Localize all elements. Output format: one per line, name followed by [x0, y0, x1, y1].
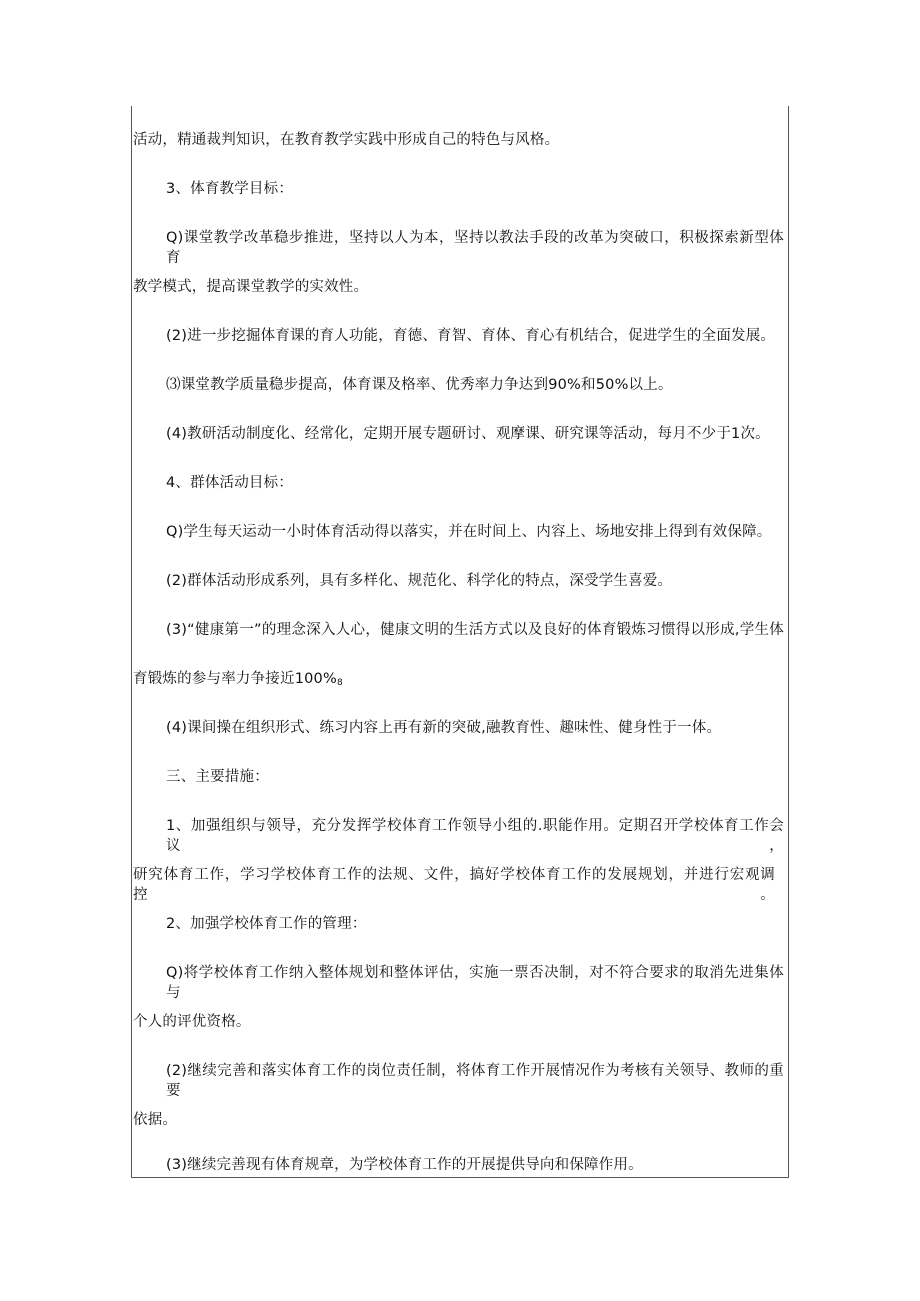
text-line: (4)课间操在组织形式、练习内容上再有新的突破,融教育性、趣味性、健身性于一体。: [166, 720, 722, 736]
text-line: Q)将学校体育工作纳入整体规划和整体评估，实施一票否决制，对不符合要求的取消先进集体与: [166, 965, 784, 1001]
text-line-with-subscript: [133, 669, 343, 693]
text-line: 活动，精通裁判知识，在教育教学实践中形成自己的特色与风格。: [133, 132, 560, 148]
text-line: Q)学生每天运动一小时体育活动得以落实，并在时间上、内容上、场地安排上得到有效保障。: [166, 524, 772, 540]
text-line: 个人的评优资格。: [133, 1014, 251, 1030]
heading-group-activity-goals: 4、群体活动目标：: [166, 475, 294, 491]
text-line: 依据。: [133, 1112, 178, 1128]
text-line: ⑶课堂教学质量稳步提高，体育课及格率、优秀率力争达到90%和50%以上。: [166, 377, 673, 393]
heading-management: 2、加强学校体育工作的管理：: [166, 916, 367, 932]
text-line: 教学模式，提高课堂教学的实效性。: [133, 279, 369, 295]
text-line: (4)教研活动制度化、经常化，定期开展专题研讨、观摩课、研究课等活动，每月不少于1次。: [166, 426, 770, 442]
subscript-mark: 8: [336, 678, 343, 688]
text-line: (2)继续完善和落实体育工作的岗位责任制，将体育工作开展情况作为考核有关领导、教师的重要: [166, 1063, 784, 1099]
text-line: 研究体育工作，学习学校体育工作的法规、文件，搞好学校体育工作的发展规划，并进行宏观调控。: [133, 867, 775, 903]
text-line: (3)“健康第一”的理念深入人心，健康文明的生活方式以及良好的体育锻炼习惯得以形成,学生体: [166, 622, 784, 638]
text-line: (3)继续完善现有体育规章，为学校体育工作的开展提供导向和保障作用。: [166, 1157, 643, 1173]
text-line-body: 育锻炼的参与率力争接近100%: [133, 671, 337, 687]
heading-teaching-goals: 3、体育教学目标：: [166, 181, 294, 197]
text-line: (2)群体活动形成系列，具有多样化、规范化、科学化的特点，深受学生喜爱。: [166, 573, 673, 589]
text-line: 1、加强组织与领导，充分发挥学校体育工作领导小组的.职能作用。定期召开学校体育工作会议，: [166, 818, 784, 854]
text-line: Q)课堂教学改革稳步推进，坚持以人为本，坚持以教法手段的改革为突破口，积极探索新型体育: [166, 230, 784, 266]
text-line: (2)进一步挖掘体育课的育人功能，育德、育智、育体、育心有机结合，促进学生的全面发展。: [166, 328, 776, 344]
heading-main-measures: 三、主要措施：: [166, 769, 269, 785]
